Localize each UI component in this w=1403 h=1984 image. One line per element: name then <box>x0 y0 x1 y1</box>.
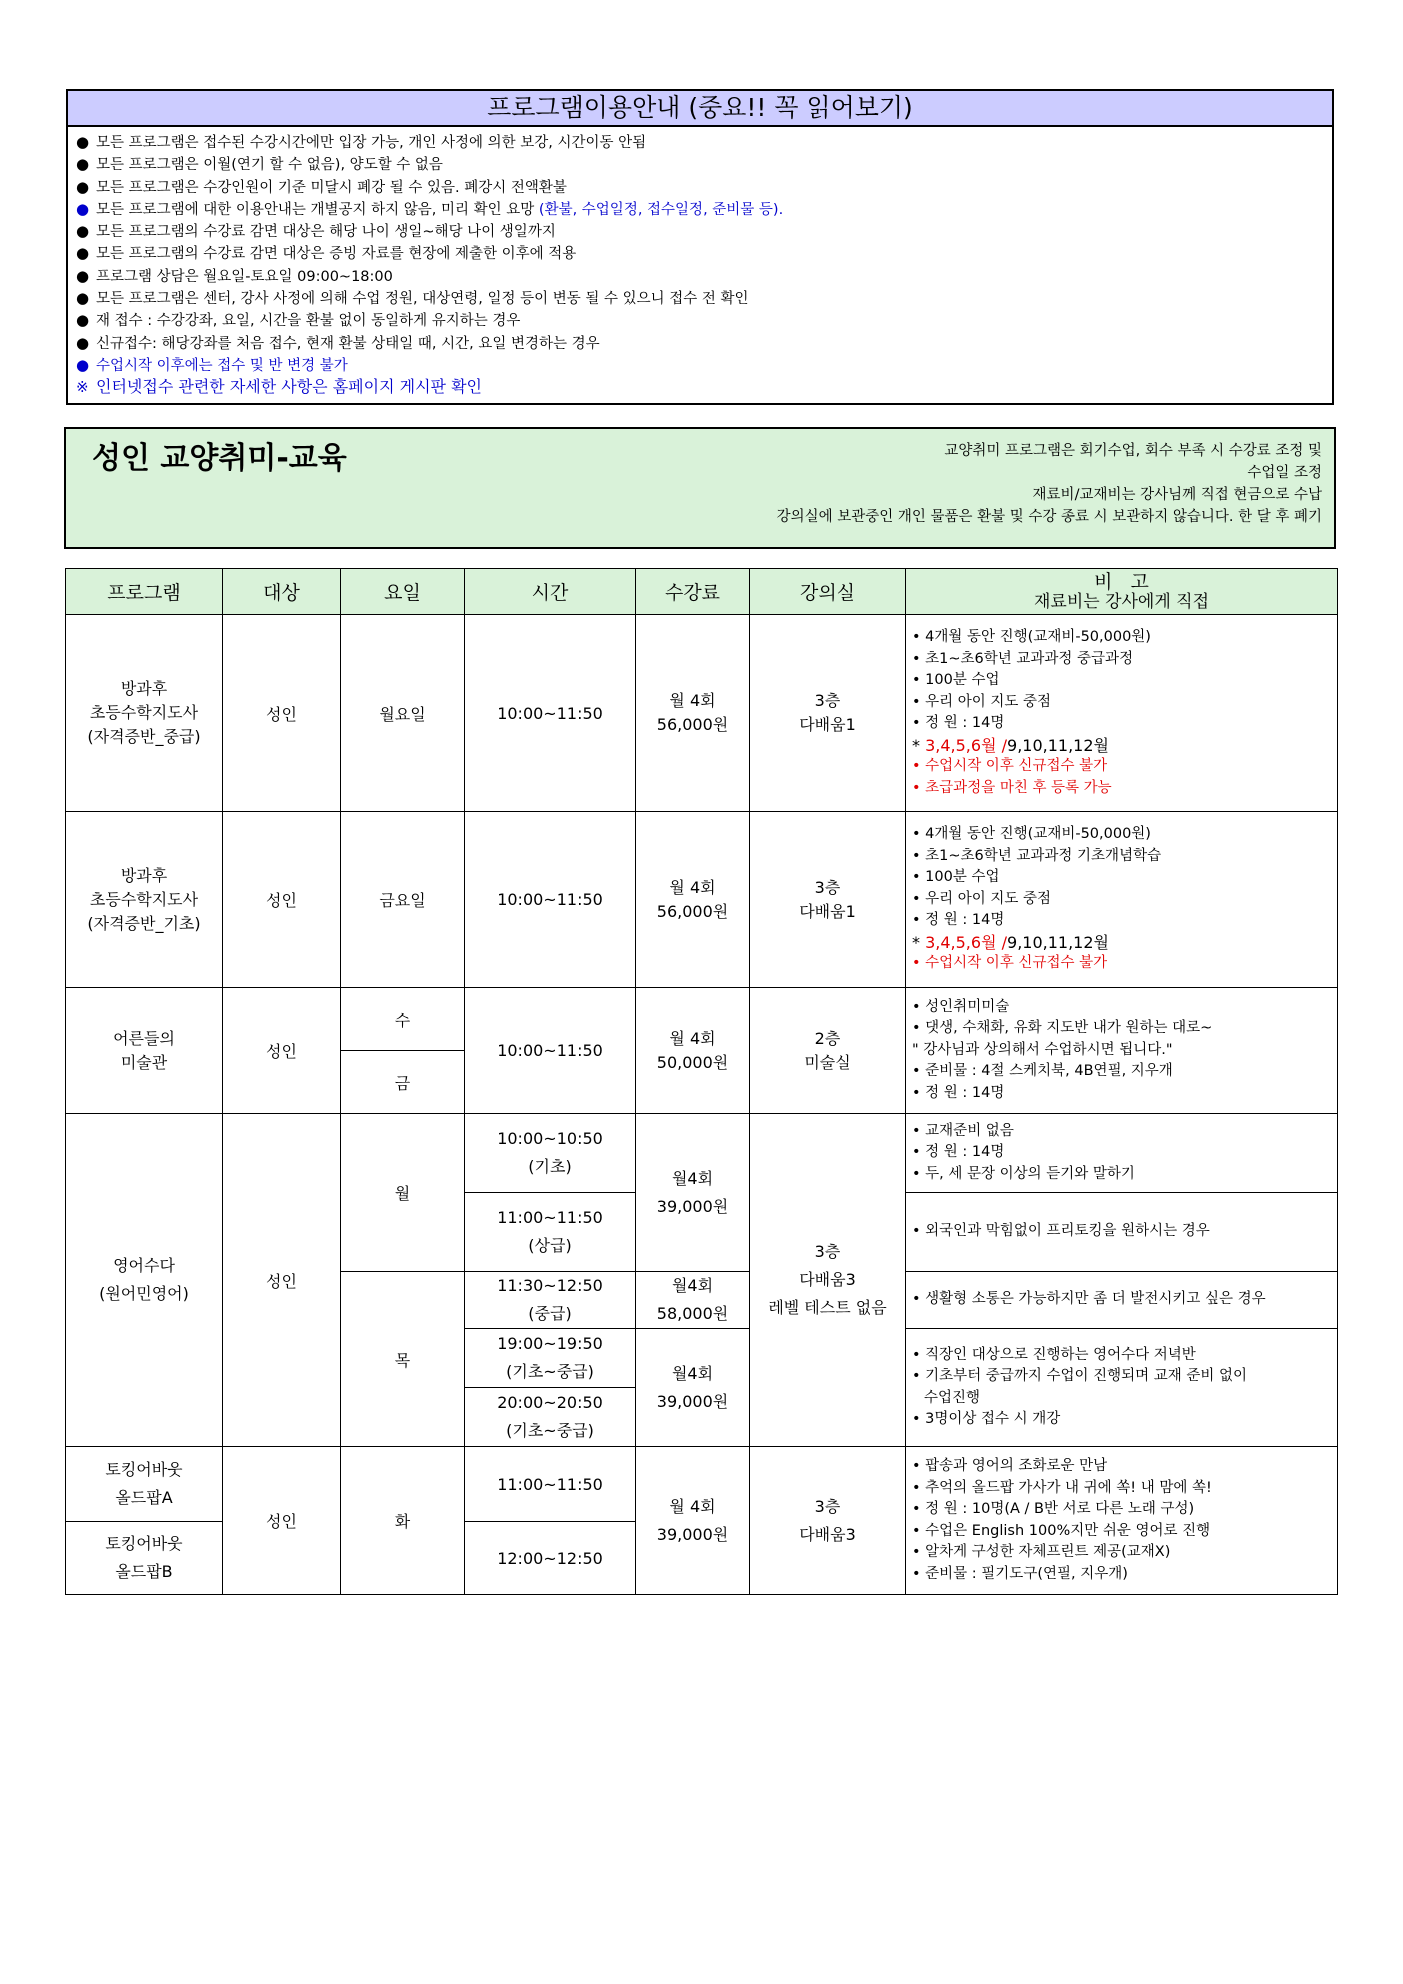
notice-item: ● 재 접수 : 수강강좌, 요일, 시간을 환불 없이 동일하게 유지하는 경우 <box>76 311 521 330</box>
header-day: 요일 <box>341 569 465 615</box>
notice-item: ● 모든 프로그램은 접수된 수강시간에만 입장 가능, 개인 사정에 의한 보강, 시간이동 안됨 <box>76 133 647 151</box>
notes-cell: • 팝송과 영어의 조화로운 만남 • 추억의 올드팝 가사가 내 귀에 쏙! 내 맘에 쏙! • 정 원 : 10명(A / B반 서로 다른 노래 구성) • 수업은 English 100%지만 쉬운 영어로 진행 • 알차게 구성한 자체프린트 제공(교재X) • 준비물 : 필기도구(연필, 지우개) <box>906 1447 1338 1595</box>
notes-cell: • 생활형 소통은 가능하지만 좀 더 발전시키고 싶은 경우 <box>906 1272 1338 1329</box>
time-cell: 11:00~11:50 (상급) <box>465 1193 636 1272</box>
target-cell: 성인 <box>223 1447 341 1595</box>
program-table <box>65 568 1338 1595</box>
time-cell: 12:00~12:50 <box>465 1522 636 1595</box>
notice-box <box>66 89 1334 405</box>
section-note: 재료비/교재비는 강사님께 직접 현금으로 수납 <box>1032 487 1322 503</box>
notes-cell: • 직장인 대상으로 진행하는 영어수다 저녁반 • 기초부터 중급까지 수업이 진행되며 교재 준비 없이 수업진행 • 3명이상 접수 시 개강 <box>906 1329 1338 1447</box>
fee-cell: 월 4회 39,000원 <box>636 1447 750 1595</box>
day-cell: 화 <box>341 1447 465 1595</box>
program-name: 영어수다 (원어민영어) <box>66 1114 223 1447</box>
notice-item: ● 모든 프로그램의 수강료 감면 대상은 증빙 자료를 현장에 제출한 이후에 적용 <box>76 244 577 263</box>
fee-cell: 월 4회 50,000원 <box>636 988 750 1114</box>
target-cell: 성인 <box>223 988 341 1114</box>
program-name: 방과후 초등수학지도사 (자격증반_기초) <box>66 812 223 988</box>
header-room: 강의실 <box>750 569 906 615</box>
program-name: 방과후 초등수학지도사 (자격증반_중급) <box>66 615 223 812</box>
time-cell: 20:00~20:50 (기초~중급) <box>465 1388 636 1447</box>
notice-item: ● 모든 프로그램에 대한 이용안내는 개별공지 하지 않음, 미리 확인 요망 (환불, 수업일정, 접수일정, 준비물 등). <box>76 199 784 218</box>
day-cell: 수 <box>341 988 465 1051</box>
room-cell: 2층 미술실 <box>750 988 906 1114</box>
day-cell: 월 <box>341 1114 465 1272</box>
notice-item: ● 모든 프로그램은 이월(연기 할 수 없음), 양도할 수 없음 <box>76 155 443 174</box>
room-cell: 3층 다배움1 <box>750 812 906 988</box>
section-note: 수업일 조정 <box>1247 465 1322 481</box>
notes-cell: • 성인취미미술 • 댓생, 수채화, 유화 지도반 내가 원하는 대로~ " 강사님과 상의해서 수업하시면 됩니다." • 준비물 : 4절 스케치북, 4B연필, 지우개 • 정 원 : 14명 <box>906 988 1338 1114</box>
time-cell: 10:00~11:50 <box>465 615 636 812</box>
day-cell: 월요일 <box>341 615 465 812</box>
header-notes: 비 고 재료비는 강사에게 직접 <box>906 569 1338 615</box>
table-row <box>66 615 1338 812</box>
notice-item: ● 수업시작 이후에는 접수 및 반 변경 불가 <box>76 355 348 374</box>
notes-cell: • 외국인과 막힘없이 프리토킹을 원하시는 경우 <box>906 1193 1338 1272</box>
table-row <box>66 988 1338 1051</box>
notes-cell: • 4개월 동안 진행(교재비-50,000원) • 초1~초6학년 교과과정 중급과정 • 100분 수업 • 우리 아이 지도 중점 • 정 원 : 14명 * 3,4,5,6월 /9,10,11,12월 • 수업시작 이후 신규접수 불가 • 초급과정을 마친 후 등록 가능 <box>906 615 1338 812</box>
time-cell: 10:00~11:50 <box>465 988 636 1114</box>
room-cell: 3층 다배움1 <box>750 615 906 812</box>
table-row <box>66 812 1338 988</box>
day-cell: 목 <box>341 1272 465 1447</box>
time-cell: 11:00~11:50 <box>465 1447 636 1522</box>
section-notes <box>777 440 1322 528</box>
section-note: 교양취미 프로그램은 회기수업, 회수 부족 시 수강료 조정 및 <box>944 443 1322 459</box>
table-header-row <box>66 569 1338 615</box>
months-line: * 3,4,5,6월 /9,10,11,12월 <box>912 932 1109 952</box>
program-name: 토킹어바웃 올드팝A <box>66 1447 223 1522</box>
section-header <box>64 427 1336 549</box>
program-name: 어른들의 미술관 <box>66 988 223 1114</box>
section-title: 성인 교양취미-교육 <box>92 441 347 476</box>
table-row <box>66 1447 1338 1522</box>
room-cell: 3층 다배움3 레벨 테스트 없음 <box>750 1114 906 1447</box>
fee-cell: 월 4회 56,000원 <box>636 615 750 812</box>
header-program: 프로그램 <box>66 569 223 615</box>
notice-extra: (환불, 수업일정, 접수일정, 준비물 등). <box>538 201 784 218</box>
time-cell: 10:00~11:50 <box>465 812 636 988</box>
time-cell: 10:00~10:50 (기초) <box>465 1114 636 1193</box>
table-row <box>66 1114 1338 1193</box>
months-line: * 3,4,5,6월 /9,10,11,12월 <box>912 735 1109 755</box>
section-note: 강의실에 보관중인 개인 물품은 환불 및 수강 종료 시 보관하지 않습니다. 한 달 후 폐기 <box>776 509 1322 525</box>
notice-title: 프로그램이용안내 (중요!! 꼭 읽어보기) <box>68 91 1332 127</box>
notice-item: ● 모든 프로그램은 수강인원이 기준 미달시 폐강 될 수 있음. 폐강시 전액환불 <box>76 177 567 196</box>
notice-item: ※ 인터넷접수 관련한 자세한 사항은 홈페이지 게시판 확인 <box>76 377 483 397</box>
time-cell: 19:00~19:50 (기초~중급) <box>465 1329 636 1388</box>
notice-list <box>68 131 1332 399</box>
notice-item: ● 신규접수: 해당강좌를 처음 접수, 현재 환불 상태일 때, 시간, 요일 변경하는 경우 <box>76 333 600 352</box>
fee-cell: 월4회 39,000원 <box>636 1114 750 1272</box>
fee-cell: 월 4회 56,000원 <box>636 812 750 988</box>
target-cell: 성인 <box>223 615 341 812</box>
target-cell: 성인 <box>223 1114 341 1447</box>
header-time: 시간 <box>465 569 636 615</box>
target-cell: 성인 <box>223 812 341 988</box>
fee-cell: 월4회 39,000원 <box>636 1329 750 1447</box>
day-cell: 금요일 <box>341 812 465 988</box>
room-cell: 3층 다배움3 <box>750 1447 906 1595</box>
notes-cell: • 교재준비 없음 • 정 원 : 14명 • 두, 세 문장 이상의 듣기와 말하기 <box>906 1114 1338 1193</box>
fee-cell: 월4회 58,000원 <box>636 1272 750 1329</box>
header-fee: 수강료 <box>636 569 750 615</box>
notes-cell: • 4개월 동안 진행(교재비-50,000원) • 초1~초6학년 교과과정 기초개념학습 • 100분 수업 • 우리 아이 지도 중점 • 정 원 : 14명 * 3,4,5,6월 /9,10,11,12월 • 수업시작 이후 신규접수 불가 <box>906 812 1338 988</box>
notice-item: ● 프로그램 상담은 월요일-토요일 09:00~18:00 <box>76 266 393 285</box>
time-cell: 11:30~12:50 (중급) <box>465 1272 636 1329</box>
notice-item: ● 모든 프로그램은 센터, 강사 사정에 의해 수업 정원, 대상연령, 일정 등이 변동 될 수 있으니 접수 전 확인 <box>76 289 749 308</box>
program-name: 토킹어바웃 올드팝B <box>66 1522 223 1595</box>
notice-item: ● 모든 프로그램의 수강료 감면 대상은 해당 나이 생일~해당 나이 생일까지 <box>76 222 556 241</box>
header-target: 대상 <box>223 569 341 615</box>
day-cell: 금 <box>341 1051 465 1114</box>
